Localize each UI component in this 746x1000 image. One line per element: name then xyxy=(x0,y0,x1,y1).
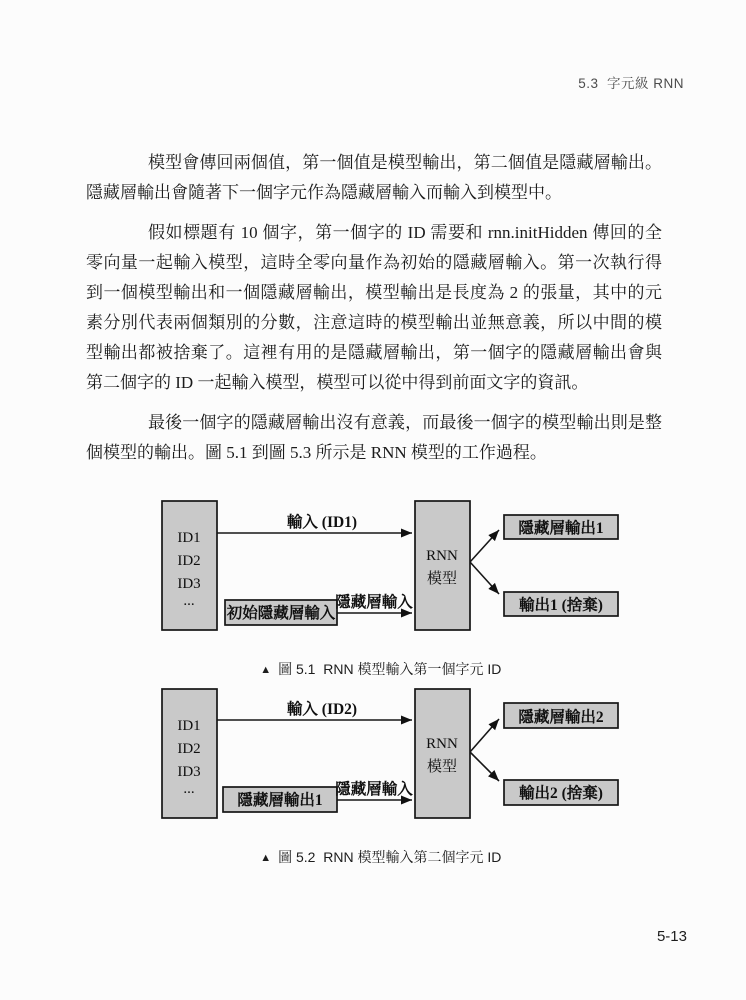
body-text xyxy=(86,148,662,478)
hidden-output-arrow xyxy=(470,530,499,562)
rnn-model-box xyxy=(415,501,470,630)
hidden-input-arrow-label: 隱藏層輸入 xyxy=(335,781,413,798)
hidden-output-arrow xyxy=(470,719,499,752)
rnn-model-box xyxy=(415,689,470,818)
paragraph-2: 假如標題有 10 個字，第一個字的 ID 需要和 rnn.initHidden 傳回的全零向量一起輸入模型，這時全零向量作為初始的隱藏層輸入。第一次執行得到一個模型輸出和一個隱藏層輸出，模型輸出是長度為 2 的張量，其中的元素分別代表兩個類別的分數，注意這時的模型輸出並無意義，所以中間的模型輸出都被捨棄了。這裡有用的是隱藏層輸出，第一個字的隱藏層輸出會與第二個字的 ID 一起輸入模型，模型可以從中得到前面文字的資訊。 xyxy=(86,223,662,392)
figure-5-2-caption xyxy=(0,831,746,883)
hidden-output-label: 隱藏層輸出2 xyxy=(518,709,604,726)
id-item-2: ID2 xyxy=(177,553,201,569)
id-item-2: ID2 xyxy=(177,741,201,757)
rnn-model-label-line1: RNN xyxy=(426,548,458,564)
rnn-model-label-line1: RNN xyxy=(426,736,458,752)
input-arrow-label: 輸入 (ID1) xyxy=(286,514,358,531)
caption-triangle-icon: ▲ xyxy=(260,664,272,676)
discard-output-label: 輸出2 (捨棄) xyxy=(519,785,603,802)
id-item-ellipsis: ... xyxy=(183,593,195,609)
id-item-1: ID1 xyxy=(177,718,201,734)
paragraph-1: 模型會傳回兩個值，第一個值是模型輸出，第二個值是隱藏層輸出。隱藏層輸出會隨著下一個字元作為隱藏層輸入而輸入到模型中。 xyxy=(86,153,662,202)
hidden-input-arrow-label: 隱藏層輸入 xyxy=(335,594,413,611)
id-item-1: ID1 xyxy=(177,530,201,546)
figure-5-2-caption-text: 圖 5.2 RNN 模型輸入第二個字元 ID xyxy=(278,849,502,865)
paragraph-3: 最後一個字的隱藏層輸出沒有意義，而最後一個字的模型輸出則是整個模型的輸出。圖 5.1 到圖 5.3 所示是 RNN 模型的工作過程。 xyxy=(86,413,662,462)
figure-5-1-caption-text: 圖 5.1 RNN 模型輸入第一個字元 ID xyxy=(278,661,502,677)
id-item-ellipsis: ... xyxy=(183,781,195,797)
hidden-output-label: 隱藏層輸出1 xyxy=(518,520,604,537)
id-item-3: ID3 xyxy=(177,764,201,780)
initial-hidden-input-label: 初始隱藏層輸入 xyxy=(226,605,336,622)
discard-output-arrow xyxy=(470,752,499,781)
input-arrow-label: 輸入 (ID2) xyxy=(286,701,358,718)
figure-5-1-diagram xyxy=(150,496,630,636)
figure-5-2-diagram xyxy=(150,684,630,824)
rnn-model-label-line2: 模型 xyxy=(426,759,458,775)
discard-output-arrow xyxy=(470,562,499,594)
discard-output-label: 輸出1 (捨棄) xyxy=(519,597,603,614)
page-number: 5-13 xyxy=(656,928,687,945)
hidden-output-1-source-label: 隱藏層輸出1 xyxy=(237,792,323,809)
caption-triangle-icon: ▲ xyxy=(260,852,272,864)
id-item-3: ID3 xyxy=(177,576,201,592)
running-header: 5.3 字元級 RNN xyxy=(578,76,684,91)
rnn-model-label-line2: 模型 xyxy=(426,571,458,587)
